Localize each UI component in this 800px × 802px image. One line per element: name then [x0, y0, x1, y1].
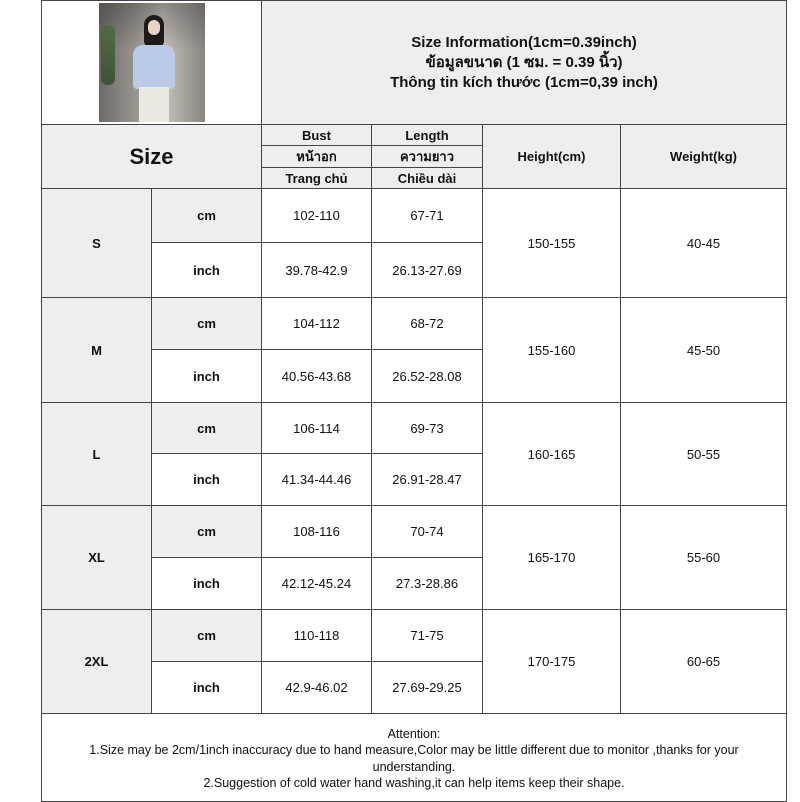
bust-cm-value: 102-110 — [262, 189, 372, 243]
length-inch-value: 26.91-28.47 — [372, 454, 483, 506]
bust-cm-value: 110-118 — [262, 610, 372, 662]
bust-inch-value: 42.9-46.02 — [262, 662, 372, 714]
bust-inch-value: 39.78-42.9 — [262, 243, 372, 298]
size-label: XL — [42, 506, 152, 610]
size-column-header: Size — [42, 125, 262, 189]
unit-inch: inch — [152, 243, 262, 298]
length-inch-value: 26.52-28.08 — [372, 350, 483, 403]
bust-cm-value: 104-112 — [262, 298, 372, 350]
length-inch-value: 27.3-28.86 — [372, 558, 483, 610]
model-photo — [99, 3, 205, 122]
length-cm-value: 69-73 — [372, 403, 483, 454]
height-value: 155-160 — [483, 298, 621, 403]
height-value: 170-175 — [483, 610, 621, 714]
table-row — [42, 298, 787, 350]
unit-cm: cm — [152, 298, 262, 350]
unit-inch: inch — [152, 662, 262, 714]
bust-header-en: Bust — [262, 125, 372, 146]
weight-value: 40-45 — [621, 189, 787, 298]
weight-value: 55-60 — [621, 506, 787, 610]
bust-inch-value: 41.34-44.46 — [262, 454, 372, 506]
bust-header-vi: Trang chủ — [262, 168, 372, 189]
height-value: 150-155 — [483, 189, 621, 298]
length-header-vi: Chiều dài — [372, 168, 483, 189]
size-label: M — [42, 298, 152, 403]
bust-cm-value: 108-116 — [262, 506, 372, 558]
table-row — [42, 506, 787, 558]
weight-value: 45-50 — [621, 298, 787, 403]
size-information-header — [262, 1, 787, 125]
attention-line-1: 1.Size may be 2cm/1inch inaccuracy due to hand measure,Color may be little different due to monitor ,thanks for your understanding. — [89, 743, 739, 774]
length-cm-value: 67-71 — [372, 189, 483, 243]
unit-cm: cm — [152, 189, 262, 243]
info-line-vi: Thông tin kích thước (1cm=0,39 inch) — [390, 73, 658, 91]
size-table — [41, 0, 787, 802]
attention-note — [42, 714, 787, 802]
length-cm-value: 68-72 — [372, 298, 483, 350]
bust-inch-value: 42.12-45.24 — [262, 558, 372, 610]
weight-header: Weight(kg) — [621, 125, 787, 189]
height-value: 160-165 — [483, 403, 621, 506]
weight-value: 50-55 — [621, 403, 787, 506]
weight-value: 60-65 — [621, 610, 787, 714]
size-label: 2XL — [42, 610, 152, 714]
info-line-en: Size Information(1cm=0.39inch) — [411, 33, 637, 51]
bust-header-th: หน้าอก — [262, 146, 372, 168]
unit-inch: inch — [152, 350, 262, 403]
unit-inch: inch — [152, 454, 262, 506]
unit-cm: cm — [152, 610, 262, 662]
table-row — [42, 403, 787, 454]
length-inch-value: 26.13-27.69 — [372, 243, 483, 298]
bust-inch-value: 40.56-43.68 — [262, 350, 372, 403]
length-cm-value: 71-75 — [372, 610, 483, 662]
length-inch-value: 27.69-29.25 — [372, 662, 483, 714]
info-line-th: ข้อมูลขนาด (1 ซม. = 0.39 นิ้ว) — [425, 53, 623, 71]
height-value: 165-170 — [483, 506, 621, 610]
size-label: L — [42, 403, 152, 506]
attention-title: Attention: — [387, 726, 441, 741]
size-label: S — [42, 189, 152, 298]
unit-cm: cm — [152, 403, 262, 454]
height-header: Height(cm) — [483, 125, 621, 189]
attention-line-2: 2.Suggestion of cold water hand washing,it can help items keep their shape. — [203, 776, 625, 790]
length-header-en: Length — [372, 125, 483, 146]
size-chart — [41, 0, 786, 798]
table-row — [42, 189, 787, 243]
bust-cm-value: 106-114 — [262, 403, 372, 454]
table-row — [42, 610, 787, 662]
length-header-th: ความยาว — [372, 146, 483, 168]
photo-cell — [42, 1, 262, 125]
unit-inch: inch — [152, 558, 262, 610]
length-cm-value: 70-74 — [372, 506, 483, 558]
unit-cm: cm — [152, 506, 262, 558]
